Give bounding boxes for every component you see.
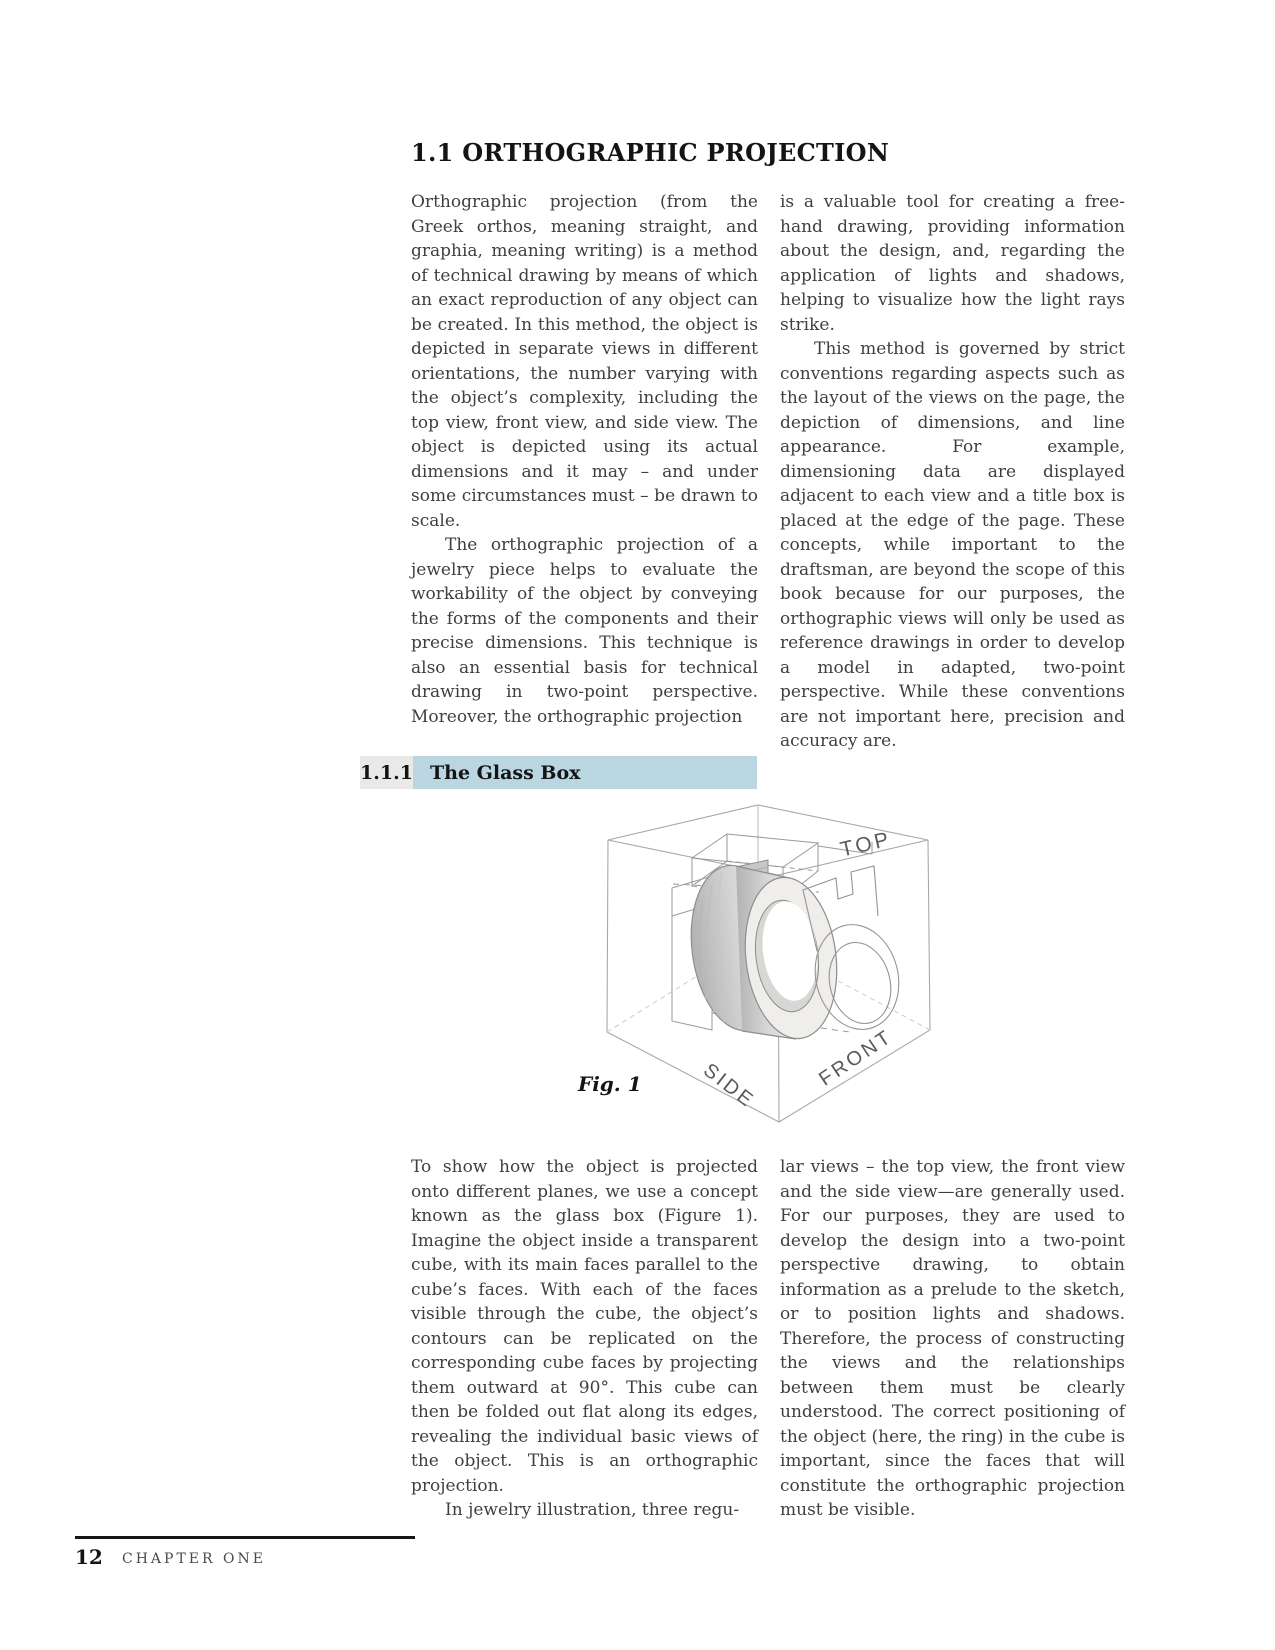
footer-rule [75, 1536, 415, 1539]
body-paragraph: is a valuable tool for creating a free-hand drawing, providing information about the design, and, regarding the application of lights and shadows, helping to visualize how the light rays strike. [780, 192, 1125, 335]
intro-column-left [411, 190, 758, 754]
intro-column-right [780, 190, 1125, 754]
figure-label-top: TOP [838, 827, 894, 862]
section-title: The Glass Box [413, 756, 757, 789]
glassbox-column-left [411, 1155, 758, 1523]
ring-object [682, 860, 845, 1044]
body-paragraph: To show how the object is projected onto different planes, we use a concept known as the glass box (Figure 1). Imagine the object inside a transparent cube, with its main faces parallel to the cube’s faces. With each of the faces visible through the cube, the object’s contours can be replicated on the corresponding cube faces by projecting them outward at 90°. This cube can then be folded out flat along its edges, revealing the individual basic views of the object. This is an orthographic projection. [411, 1157, 758, 1496]
glassbox-columns [411, 1155, 1125, 1523]
page-title: 1.1 ORTHOGRAPHIC PROJECTION [411, 138, 890, 167]
chapter-label: CHAPTER ONE [122, 1551, 266, 1567]
section-number: 1.1.1 [360, 756, 413, 789]
body-paragraph: This method is governed by strict conventions regarding aspects such as the layout of the views on the page, the depiction of dimensions, and line appearance. For example, dimensioning data are displayed adjacent to each view and a title box is placed at the edge of the page. These concepts, while important to the draftsman, are beyond the scope of this book because for our purposes, the orthographic views will only be used as reference drawings in order to develop a model in adapted, two-point perspective. While these conventions are not important here, precision and accuracy are. [780, 339, 1125, 751]
body-paragraph: lar views – the top view, the front view and the side view—are generally used. For our purposes, they are used to develop the design into a two-point perspective drawing, to obtain information as a prelude to the sketch, or to position lights and shadows. Therefore, the process of constructing the views and the relationships between them must be clearly understood. The correct positioning of the object (here, the ring) in the cube is important, since the faces that will constitute the orthographic projection must be visible. [780, 1157, 1125, 1520]
body-paragraph: Orthographic projection (from the Greek orthos, meaning straight, and graphia, meaning writing) is a method of technical drawing by means of which an exact reproduction of any object can be created. In this method, the object is depicted in separate views in different orientations, the number varying with the object’s complexity, including the top view, front view, and side view. The object is depicted using its actual dimensions and it may – and under some circumstances must – be drawn to scale. [411, 192, 758, 531]
page-number: 12 [75, 1545, 103, 1569]
glassbox-column-right [780, 1155, 1125, 1523]
body-paragraph: The orthographic projection of a jewelry piece helps to evaluate the workability of the object by conveying the forms of the components and their precise dimensions. This technique is also an essential basis for technical drawing in two-point perspective. Moreover, the orthographic projection [411, 535, 758, 727]
intro-columns [411, 190, 1125, 754]
body-paragraph: In jewelry illustration, three regu- [445, 1500, 740, 1520]
figure-label-side: SIDE [699, 1059, 759, 1113]
figure-label-front: FRONT [815, 1025, 897, 1091]
figure-caption: Fig. 1 [578, 1072, 642, 1096]
